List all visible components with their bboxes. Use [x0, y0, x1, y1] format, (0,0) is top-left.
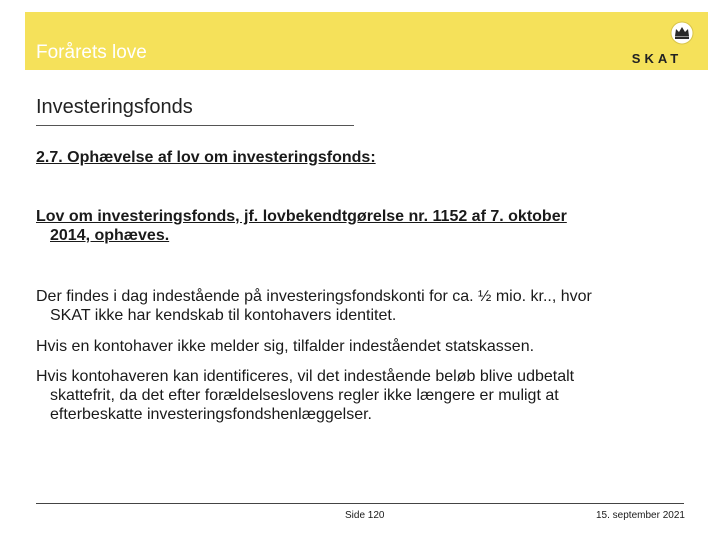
section-title: Investeringsfonds: [36, 96, 193, 118]
skat-logo: [619, 20, 695, 66]
page-number: Side 120: [345, 510, 385, 521]
content-heading: 2.7. Ophævelse af lov om investeringsfonds:: [36, 149, 376, 166]
logo-wordmark: SKAT: [631, 51, 683, 66]
paragraph-balance: Der findes i dag indestående på investeringsfondskonti for ca. ½ mio. kr.., hvor SKAT ikke har kendskab til kontohavers identitet.: [36, 288, 592, 324]
presentation-title: Forårets love: [36, 42, 147, 63]
paragraph-statskassen: Hvis en kontohaver ikke melder sig, tilfalder indeståendet statskassen.: [36, 338, 535, 355]
paragraph-identification: Hvis kontohaveren kan identificeres, vil det indestående beløb blive udbetalt skattefrit, da det efter forældelseslovens regler ikke længere er muligt at efterbeskatte investeringsfondshenlæggelser.: [36, 368, 575, 423]
footer-date: 15. september 2021: [596, 510, 685, 521]
footer-divider: [36, 503, 684, 504]
crown-emblem-icon: [619, 20, 695, 50]
header-banner: [25, 12, 708, 70]
lead-paragraph: Lov om investeringsfonds, jf. lovbekendtgørelse nr. 1152 af 7. oktober 2014, ophæves.: [36, 208, 567, 244]
title-divider: [36, 125, 354, 126]
